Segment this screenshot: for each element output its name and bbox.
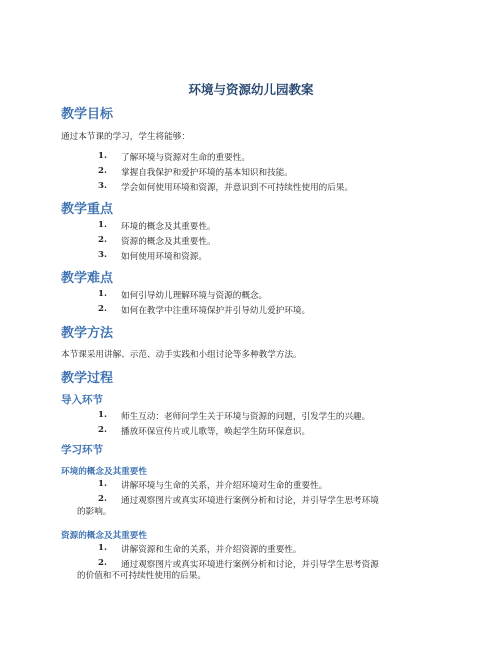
- list-number: 2.: [98, 166, 107, 176]
- list-number: 1.: [98, 479, 107, 489]
- list-number: 1.: [98, 220, 107, 230]
- list-number: 1.: [98, 410, 107, 420]
- list-number: 1.: [98, 543, 107, 553]
- list-number: 2.: [98, 425, 107, 435]
- heading-key-points: 教学重点: [61, 202, 114, 217]
- heading-methods: 教学方法: [61, 326, 114, 341]
- list-text: 如何在教学中注重环境保护并引导幼儿爱护环境。: [121, 306, 311, 316]
- document-title: 环境与资源幼儿园教案: [188, 82, 314, 97]
- heading-intro-section: 导入环节: [61, 394, 103, 406]
- list-text: 环境的概念及其重要性。: [121, 222, 216, 232]
- list-text: 学会如何使用环境和资源，并意识到不可持续性使用的后果。: [121, 183, 354, 193]
- list-number: 1.: [98, 289, 107, 299]
- list-text: 如何引导幼儿理解环境与资源的概念。: [121, 291, 268, 301]
- list-text: 了解环境与资源对生命的重要性。: [121, 153, 250, 163]
- list-text-continuation: 的价值和不可持续性使用的后果。: [77, 571, 206, 581]
- objectives-intro: 通过本节课的学习，学生将能够：: [61, 132, 190, 142]
- heading-objectives: 教学目标: [61, 107, 114, 122]
- list-text-continuation: 的影响。: [77, 507, 112, 517]
- list-text: 讲解资源和生命的关系，并介绍资源的重要性。: [121, 545, 302, 555]
- list-number: 2.: [98, 235, 107, 245]
- list-text: 通过观察图片或真实环境进行案例分析和讨论，并引导学生思考环境: [121, 496, 379, 506]
- heading-difficulties: 教学难点: [61, 271, 114, 286]
- list-number: 2.: [98, 494, 107, 504]
- list-text: 讲解环境与生命的关系，并介绍环境对生命的重要性。: [121, 481, 328, 491]
- list-text: 播放环保宣传片或儿歌等，唤起学生防环保意识。: [121, 427, 311, 437]
- list-text: 资源的概念及其重要性。: [121, 237, 216, 247]
- list-number: 1.: [98, 151, 107, 161]
- list-number: 2.: [98, 558, 107, 568]
- list-text: 如何使用环境和资源。: [121, 252, 207, 262]
- heading-process: 教学过程: [61, 371, 114, 386]
- heading-resource-concept: 资源的概念及其重要性: [61, 531, 147, 541]
- list-number: 2.: [98, 304, 107, 314]
- list-text: 通过观察图片或真实环境进行案例分析和讨论，并引导学生思考资源: [121, 560, 379, 570]
- list-number: 3.: [98, 250, 107, 260]
- heading-learning-section: 学习环节: [61, 444, 103, 456]
- list-number: 3.: [98, 181, 107, 191]
- list-text: 师生互动：老师问学生关于环境与资源的问题，引发学生的兴趣。: [121, 412, 371, 422]
- heading-environment-concept: 环境的概念及其重要性: [61, 467, 147, 477]
- methods-text: 本节课采用讲解、示范、动手实践和小组讨论等多种教学方法。: [61, 350, 302, 360]
- list-text: 掌握自我保护和爱护环境的基本知识和技能。: [121, 168, 293, 178]
